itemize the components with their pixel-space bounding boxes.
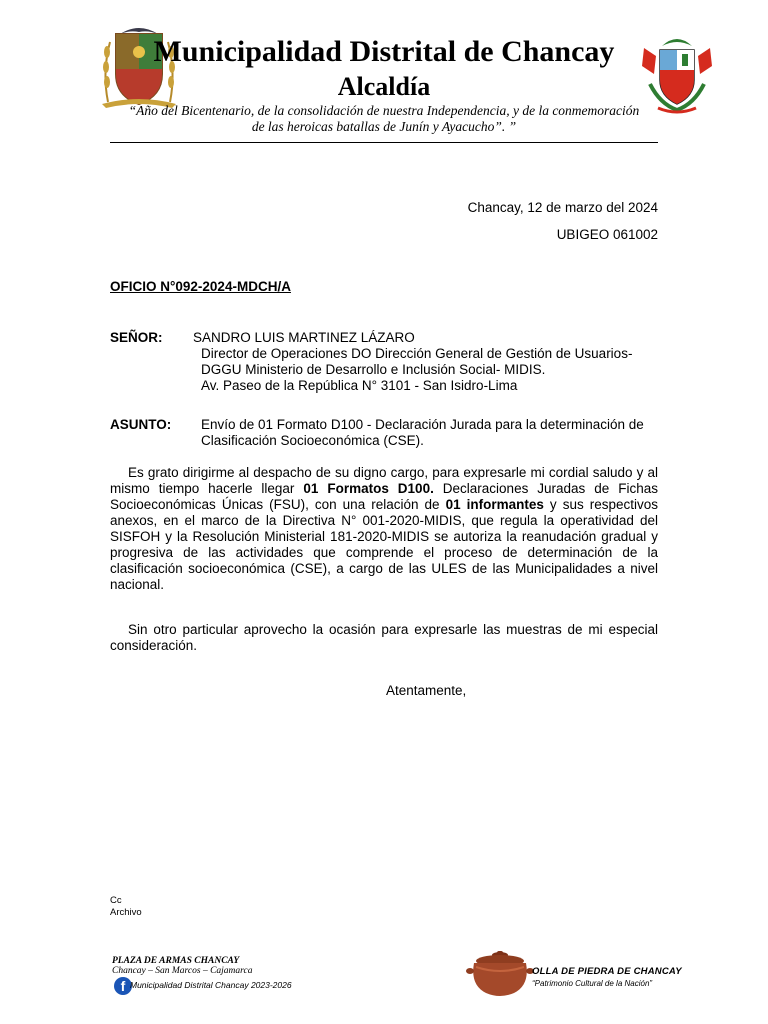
subject-text: Envío de 01 Formato D100 - Declaración Jurada para la determinación de Clasificación Socioeconómica (CSE). <box>201 417 644 448</box>
year-motto-line1: “Año del Bicentenario, de la consolidación de nuestra Independencia, y de la conmemoración <box>128 103 640 118</box>
footer-address-line2: Chancay – San Marcos – Cajamarca <box>112 966 253 976</box>
body-paragraph-1 <box>110 465 658 593</box>
informants-count: 01 informantes <box>445 497 544 512</box>
subject-label: ASUNTO: <box>110 417 172 432</box>
year-motto <box>110 103 658 135</box>
year-motto-line2: de las heroicas batallas de Junín y Ayacucho”. ” <box>251 119 517 134</box>
body-paragraph-1-part-a: Es grato dirigirme al despacho de su digno cargo, para expresarle mi cordial saludo y al mismo tiempo hacerle llegar <box>110 465 658 496</box>
body-paragraph-1-part-e: y sus respectivos anexos, en el marco de la Directiva N° 001-2020-MIDIS, que regula la operatividad del SISFOH y la Resolución Ministerial 181-2020-MIDIS se autoriza la reanudación gradual y progresiva de las actividades que comprende el proceso de determinación de la clasificación socioeconómica (CSE), a cargo de las ULES de las Municipalidades a nivel nacional. <box>110 497 659 592</box>
facebook-icon: f <box>114 977 132 995</box>
municipality-title: Municipalidad Distrital de Chancay <box>153 35 615 68</box>
body-paragraph-2: Sin otro particular aprovecho la ocasión para expresarle las muestras de mi especial consideración. <box>110 622 658 653</box>
recipient-address: Av. Paseo de la República N° 3101 - San Isidro-Lima <box>201 378 518 393</box>
footer-brand-tagline: “Patrimonio Cultural de la Nación” <box>532 979 653 988</box>
recipient-name: SANDRO LUIS MARTINEZ LÁZARO <box>193 330 415 345</box>
body-paragraph-1-part-c: Declaraciones Juradas de Fichas Socioeconómicas Únicas (FSU), con una relación de <box>110 481 658 512</box>
closing-text: Atentamente, <box>386 683 467 698</box>
header-divider <box>110 142 658 143</box>
office-subtitle: Alcaldía <box>337 72 431 101</box>
stone-pot-icon <box>466 947 538 997</box>
recipient-position: Director de Operaciones DO Dirección General de Gestión de Usuarios- <box>201 346 633 361</box>
footer-address-line1: PLAZA DE ARMAS CHANCAY <box>112 956 240 966</box>
oficio-number: OFICIO N°092-2024-MDCH/A <box>110 279 291 294</box>
archivo-label: Archivo <box>110 907 142 918</box>
formats-count: 01 Formatos D100. <box>303 481 434 496</box>
recipient-label: SEÑOR: <box>110 330 163 345</box>
recipient-organization: DGGU Ministerio de Desarrollo e Inclusión Social- MIDIS. <box>201 362 546 377</box>
footer-social-page: Municipalidad Distrital Chancay 2023-2026 <box>130 980 292 990</box>
ubigeo-code: UBIGEO 061002 <box>556 227 658 242</box>
letter-date: Chancay, 12 de marzo del 2024 <box>467 200 658 215</box>
cc-block <box>110 895 142 919</box>
footer-brand-name: OLLA DE PIEDRA DE CHANCAY <box>532 966 682 977</box>
cc-label: Cc <box>110 895 122 906</box>
